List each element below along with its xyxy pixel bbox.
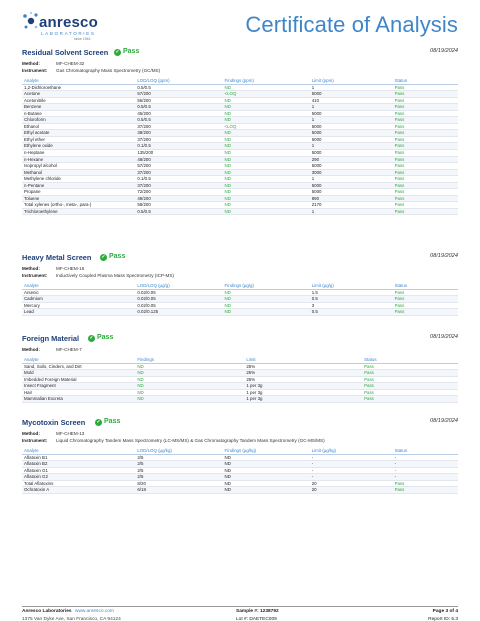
status-cell: Pass: [393, 91, 458, 98]
page-footer: [22, 606, 458, 621]
value-cell: -: [310, 454, 393, 461]
value-cell: 1 per 3g: [244, 383, 362, 390]
instrument-label: Instrument:: [22, 273, 48, 278]
column-header: Analyte: [22, 356, 135, 363]
analyte-cell: Hair: [22, 389, 135, 396]
status-cell: Pass: [393, 130, 458, 137]
section-date: 08/19/2024: [430, 253, 458, 259]
value-cell: ND: [223, 487, 310, 494]
status-cell: Pass: [362, 363, 458, 370]
value-cell: 45/200: [135, 110, 222, 117]
footer-address: 1375 Van Dyke Ave, San Francisco, CA 94124: [22, 617, 121, 621]
status-cell: Pass: [393, 176, 458, 183]
instrument-line: [22, 67, 458, 74]
value-cell: 1: [310, 176, 393, 183]
value-cell: ND: [223, 136, 310, 143]
method-line: [22, 265, 458, 272]
method-value: MF-CHEM-16: [56, 266, 85, 271]
value-cell: 0.1/0.5: [135, 176, 222, 183]
value-cell: 5000: [310, 130, 393, 137]
analyte-cell: Mercury: [22, 302, 135, 309]
instrument-line: [22, 437, 458, 444]
column-header: Status: [362, 356, 458, 363]
value-cell: ND: [223, 202, 310, 209]
status-cell: Pass: [393, 189, 458, 196]
value-cell: 2/5: [135, 454, 222, 461]
results-table-head: [22, 447, 458, 454]
instrument-line: [22, 272, 458, 279]
results-table-head: [22, 356, 458, 363]
status-cell: Pass: [393, 149, 458, 156]
analyte-cell: Arsenic: [22, 289, 135, 296]
analyte-cell: Mammalian Excreta: [22, 396, 135, 403]
status-cell: Pass: [362, 389, 458, 396]
value-cell: 0.5/0.5: [135, 117, 222, 124]
method-value: MF-CHEM-32: [56, 61, 85, 66]
section-header: [22, 48, 458, 60]
value-cell: 49/200: [135, 195, 222, 202]
value-cell: ND: [223, 208, 310, 215]
check-circle-icon: ✓: [115, 49, 120, 55]
value-cell: ND: [223, 143, 310, 150]
pass-label: Pass: [104, 418, 121, 425]
section-title: Foreign Material: [22, 334, 80, 343]
value-cell: 1: [310, 84, 393, 91]
analyte-cell: Cadmium: [22, 296, 135, 303]
status-cell: Pass: [393, 104, 458, 111]
value-cell: ND: [223, 117, 310, 124]
column-header: Analyte: [22, 77, 135, 84]
check-circle-icon: ✓: [96, 419, 101, 425]
analyte-cell: n-Heptane: [22, 149, 135, 156]
status-cell: Pass: [362, 383, 458, 390]
value-cell: 2/5: [135, 467, 222, 474]
value-cell: 5000: [310, 163, 393, 170]
table-row: [22, 309, 458, 316]
status-cell: Pass: [393, 169, 458, 176]
status-cell: Pass: [362, 376, 458, 383]
analyte-cell: Ochratoxin A: [22, 487, 135, 494]
status-cell: Pass: [393, 202, 458, 209]
analyte-cell: Insect Fragment: [22, 383, 135, 390]
report-header: [22, 6, 458, 44]
value-cell: 72/200: [135, 189, 222, 196]
column-header: Status: [393, 77, 458, 84]
pass-badge: [114, 48, 139, 56]
value-cell: 1 per 3g: [244, 389, 362, 396]
section-foreign: [22, 334, 458, 403]
value-cell: 890: [310, 195, 393, 202]
footer-page-number: Page 3 of 4: [432, 609, 458, 614]
value-cell: ND: [223, 156, 310, 163]
status-cell: Pass: [393, 123, 458, 130]
status-cell: Pass: [393, 110, 458, 117]
page-title: Certificate of Analysis: [245, 12, 458, 37]
footer-lab-name: Anresco Laboratories: [22, 609, 72, 614]
section-header: [22, 334, 458, 346]
results-table: [22, 282, 458, 316]
status-cell: Pass: [393, 195, 458, 202]
status-cell: Pass: [362, 370, 458, 377]
analyte-cell: n-Pentane: [22, 182, 135, 189]
value-cell: ND: [223, 163, 310, 170]
value-cell: ND: [223, 454, 310, 461]
value-cell: 1: [310, 143, 393, 150]
footer-website-link[interactable]: www.anresco.com: [75, 609, 114, 614]
analyte-cell: Mold: [22, 370, 135, 377]
status-cell: Pass: [362, 396, 458, 403]
results-table-body: [22, 84, 458, 215]
value-cell: ND: [135, 363, 244, 370]
analyte-cell: Lead: [22, 309, 135, 316]
method-line: [22, 430, 458, 437]
value-cell: 25%: [244, 376, 362, 383]
value-cell: 38/200: [135, 130, 222, 137]
value-cell: ND: [223, 195, 310, 202]
pass-badge: [95, 418, 120, 426]
value-cell: 56/200: [135, 97, 222, 104]
method-line: [22, 60, 458, 67]
section-title: Heavy Metal Screen: [22, 253, 92, 262]
column-header: Limit (µg/kg): [310, 447, 393, 454]
value-cell: ND: [223, 461, 310, 468]
value-cell: 1: [310, 104, 393, 111]
section-residual: [22, 48, 458, 215]
value-cell: 3000: [310, 169, 393, 176]
value-cell: 290: [310, 156, 393, 163]
value-cell: ND: [223, 130, 310, 137]
logo-subtitle: LABORATORIES: [41, 31, 96, 36]
value-cell: 5000: [310, 189, 393, 196]
section-date: 08/19/2024: [430, 48, 458, 54]
footer-sample-number: Sample #: 1238792: [236, 609, 279, 614]
instrument-label: Instrument:: [22, 68, 48, 73]
results-table: [22, 77, 458, 215]
analyte-cell: Ethyl ether: [22, 136, 135, 143]
pass-label: Pass: [109, 253, 126, 260]
status-cell: -: [393, 467, 458, 474]
value-cell: 6/18: [135, 487, 222, 494]
value-cell: -: [310, 474, 393, 481]
footer-lot-number: Lot #: DAETEC009: [236, 617, 277, 621]
value-cell: ND: [223, 302, 310, 309]
value-cell: ND: [223, 110, 310, 117]
analyte-cell: Aflatoxin G2: [22, 474, 135, 481]
value-cell: 0.02/0.05: [135, 289, 222, 296]
status-cell: Pass: [393, 309, 458, 316]
value-cell: 20: [310, 480, 393, 487]
status-cell: Pass: [393, 84, 458, 91]
value-cell: 0.1/0.5: [135, 143, 222, 150]
section-heavy: [22, 253, 458, 316]
analyte-cell: Total Aflatoxins: [22, 480, 135, 487]
value-cell: 0.02/0.05: [135, 296, 222, 303]
value-cell: ND: [223, 169, 310, 176]
column-header: Limit (ppm): [310, 77, 393, 84]
value-cell: 1.5: [310, 289, 393, 296]
status-cell: Pass: [393, 97, 458, 104]
results-table-head: [22, 282, 458, 289]
value-cell: 0.5/0.5: [135, 84, 222, 91]
value-cell: ND: [135, 389, 244, 396]
value-cell: ND: [223, 149, 310, 156]
molecule-icon: [22, 10, 40, 32]
results-table-body: [22, 363, 458, 402]
value-cell: 2170: [310, 202, 393, 209]
pass-badge: [88, 334, 113, 342]
analyte-cell: Aflatoxin G1: [22, 467, 135, 474]
status-cell: Pass: [393, 143, 458, 150]
value-cell: 5000: [310, 136, 393, 143]
analyte-cell: Ethyl acetate: [22, 130, 135, 137]
analyte-cell: Benzene: [22, 104, 135, 111]
value-cell: 8/20: [135, 480, 222, 487]
results-table: [22, 356, 458, 403]
status-cell: Pass: [393, 487, 458, 494]
value-cell: 25%: [244, 363, 362, 370]
status-cell: Pass: [393, 289, 458, 296]
value-cell: ND: [223, 104, 310, 111]
analyte-cell: 1,2-Dichloroethane: [22, 84, 135, 91]
section-header: [22, 418, 458, 430]
pass-badge: [100, 253, 125, 261]
analyte-cell: Acetone: [22, 91, 135, 98]
value-cell: 5000: [310, 182, 393, 189]
value-cell: ND: [223, 467, 310, 474]
column-header: Status: [393, 447, 458, 454]
footer-report-id: Report ID: 5.3: [428, 617, 458, 621]
analyte-cell: Aflatoxin B1: [22, 454, 135, 461]
analyte-cell: Isopropyl alcohol: [22, 163, 135, 170]
value-cell: ND: [135, 383, 244, 390]
method-label: Method:: [22, 347, 40, 352]
value-cell: 0.5: [310, 296, 393, 303]
value-cell: 25%: [244, 370, 362, 377]
header-row: [22, 77, 458, 84]
value-cell: ND: [135, 376, 244, 383]
column-header: Findings (µg/kg): [223, 447, 310, 454]
status-cell: Pass: [393, 480, 458, 487]
table-row: [22, 396, 458, 403]
value-cell: 37/200: [135, 182, 222, 189]
value-cell: 0.5/0.5: [135, 208, 222, 215]
analyte-cell: Aflatoxin B2: [22, 461, 135, 468]
results-table-head: [22, 77, 458, 84]
value-cell: <LOQ: [223, 91, 310, 98]
analyte-cell: Toluene: [22, 195, 135, 202]
value-cell: 0.5: [310, 309, 393, 316]
value-cell: -: [310, 461, 393, 468]
header-row: [22, 356, 458, 363]
section-header: [22, 253, 458, 265]
value-cell: 37/200: [135, 123, 222, 130]
pass-label: Pass: [123, 48, 140, 55]
analyte-cell: Methanol: [22, 169, 135, 176]
header-row: [22, 447, 458, 454]
value-cell: 1: [310, 208, 393, 215]
value-cell: 48/200: [135, 156, 222, 163]
column-header: Limit (µg/g): [310, 282, 393, 289]
value-cell: 410: [310, 97, 393, 104]
value-cell: 57/200: [135, 163, 222, 170]
value-cell: ND: [135, 396, 244, 403]
status-cell: Pass: [393, 136, 458, 143]
value-cell: 37/200: [135, 169, 222, 176]
analyte-cell: n-Hexane: [22, 156, 135, 163]
section-title: Mycotoxin Screen: [22, 418, 86, 427]
analyte-cell: n-Butane: [22, 110, 135, 117]
value-cell: ND: [223, 97, 310, 104]
header-row: [22, 282, 458, 289]
value-cell: ND: [223, 296, 310, 303]
value-cell: ND: [223, 474, 310, 481]
instrument-label: Instrument:: [22, 438, 48, 443]
value-cell: 0.5/0.5: [135, 104, 222, 111]
column-header: LOD/LOQ (µg/g): [135, 282, 222, 289]
column-header: LOD/LOQ (ppm): [135, 77, 222, 84]
value-cell: -: [310, 467, 393, 474]
method-label: Method:: [22, 61, 40, 66]
column-header: Analyte: [22, 447, 135, 454]
column-header: Limit: [244, 356, 362, 363]
results-table-body: [22, 289, 458, 315]
analyte-cell: Total xylenes (ortho-, meta-, para-): [22, 202, 135, 209]
method-value: MF-CHEM-7: [56, 347, 82, 352]
anresco-logo: [22, 10, 112, 40]
instrument-value: Liquid Chromatography Tandem Mass Spectrometry (LC-MS/MS) & Gas Chromatography Tandem Mass Spectrometry (GC-MS/MS): [56, 438, 325, 443]
value-cell: ND: [135, 370, 244, 377]
status-cell: Pass: [393, 156, 458, 163]
status-cell: Pass: [393, 117, 458, 124]
value-cell: 5000: [310, 110, 393, 117]
value-cell: 57/200: [135, 91, 222, 98]
instrument-value: Gas Chromatography Mass Spectrometry (GC/MS): [56, 68, 161, 73]
analyte-cell: Trichloroethylene: [22, 208, 135, 215]
status-cell: Pass: [393, 208, 458, 215]
analyte-cell: Propane: [22, 189, 135, 196]
method-label: Method:: [22, 431, 40, 436]
analyte-cell: Chloroform: [22, 117, 135, 124]
column-header: Findings (µg/g): [223, 282, 310, 289]
table-row: [22, 487, 458, 494]
status-cell: Pass: [393, 163, 458, 170]
logo-since: since 1943: [74, 37, 91, 41]
value-cell: 5000: [310, 149, 393, 156]
status-cell: -: [393, 474, 458, 481]
value-cell: 20: [310, 487, 393, 494]
method-label: Method:: [22, 266, 40, 271]
column-header: LOD/LOQ (µg/kg): [135, 447, 222, 454]
column-header: Findings: [135, 356, 244, 363]
status-cell: Pass: [393, 296, 458, 303]
status-cell: Pass: [393, 302, 458, 309]
status-cell: Pass: [393, 182, 458, 189]
results-table-body: [22, 454, 458, 493]
value-cell: ND: [223, 309, 310, 316]
value-cell: ND: [223, 84, 310, 91]
results-table: [22, 447, 458, 494]
value-cell: 5000: [310, 123, 393, 130]
table-row: [22, 208, 458, 215]
value-cell: ND: [223, 182, 310, 189]
method-value: MF-CHEM-13: [56, 431, 85, 436]
value-cell: 0.02/0.05: [135, 302, 222, 309]
value-cell: <LOQ: [223, 123, 310, 130]
analyte-cell: Acetonitrile: [22, 97, 135, 104]
value-cell: 1 per 3g: [244, 396, 362, 403]
column-header: Findings (ppm): [223, 77, 310, 84]
column-header: Status: [393, 282, 458, 289]
analyte-cell: Sand, Soils, Cinders, and Dirt: [22, 363, 135, 370]
section-date: 08/19/2024: [430, 334, 458, 340]
value-cell: 2/5: [135, 461, 222, 468]
check-circle-icon: ✓: [89, 335, 94, 341]
instrument-value: Inductively Coupled Plasma Mass Spectrometry (ICP-MS): [56, 273, 174, 278]
value-cell: 3: [310, 302, 393, 309]
value-cell: 37/200: [135, 136, 222, 143]
value-cell: 58/200: [135, 202, 222, 209]
status-cell: -: [393, 454, 458, 461]
status-cell: -: [393, 461, 458, 468]
value-cell: ND: [223, 289, 310, 296]
section-title: Residual Solvent Screen: [22, 48, 109, 57]
logo-wordmark: anresco: [39, 14, 98, 31]
value-cell: 135/200: [135, 149, 222, 156]
check-circle-icon: ✓: [101, 254, 106, 260]
value-cell: ND: [223, 176, 310, 183]
value-cell: 1: [310, 117, 393, 124]
section-date: 08/19/2024: [430, 418, 458, 424]
value-cell: 0.02/0.125: [135, 309, 222, 316]
method-line: [22, 346, 458, 353]
value-cell: ND: [223, 480, 310, 487]
value-cell: ND: [223, 189, 310, 196]
analyte-cell: Ethanol: [22, 123, 135, 130]
analyte-cell: Ethylene oxide: [22, 143, 135, 150]
analyte-cell: Methylene chloride: [22, 176, 135, 183]
column-header: Analyte: [22, 282, 135, 289]
value-cell: 2/5: [135, 474, 222, 481]
analyte-cell: Imbedded Foreign Material: [22, 376, 135, 383]
value-cell: 5000: [310, 91, 393, 98]
pass-label: Pass: [97, 334, 114, 341]
section-myco: [22, 418, 458, 494]
